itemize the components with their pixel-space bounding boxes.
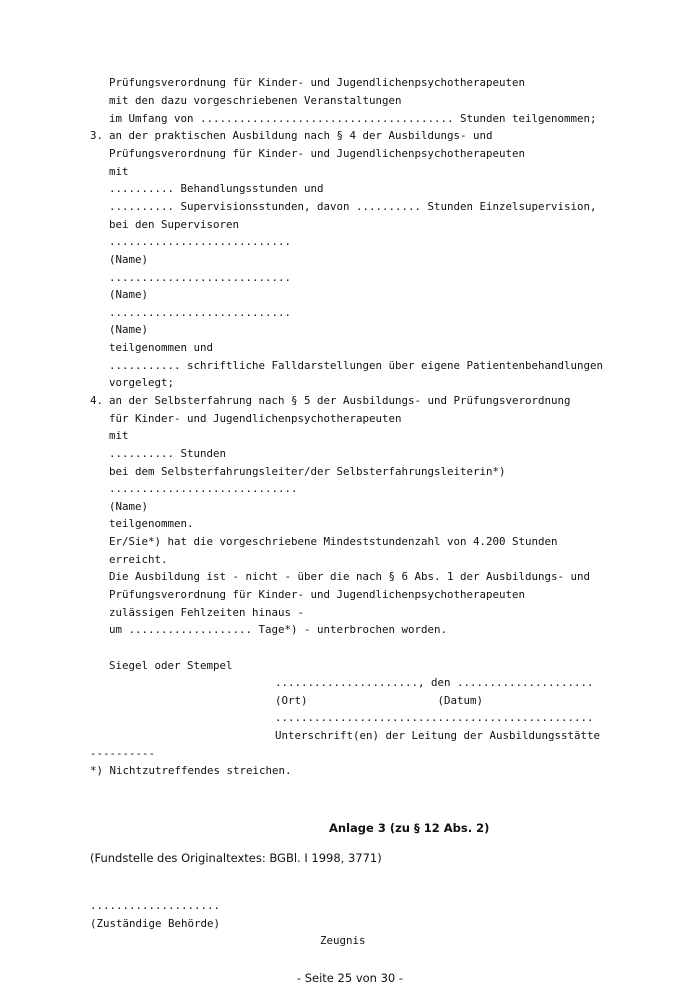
text-line: im Umfang von ....................................... Stunden teilgenommen;: [109, 112, 597, 125]
text-line: ........... schriftliche Falldarstellungen über eigene Patientenbehandlungen: [109, 359, 604, 372]
text-line: an der praktischen Ausbildung nach § 4 der Ausbildungs- und: [109, 129, 493, 142]
text-line: mit: [109, 429, 129, 442]
text-line: mit den dazu vorgeschriebenen Veranstaltungen: [109, 94, 402, 107]
footnote-rule: ----------: [90, 747, 156, 760]
list-number: 4.: [90, 394, 104, 407]
text-line: an der Selbsterfahrung nach § 5 der Ausbildungs- und Prüfungsverordnung: [109, 394, 571, 407]
blank-line: ............................: [109, 271, 292, 284]
authority-label: (Zuständige Behörde): [90, 917, 221, 930]
name-label: (Name): [109, 323, 149, 336]
text-line: erreicht.: [109, 553, 168, 566]
page-footer: - Seite 25 von 30 -: [296, 971, 404, 985]
blank-line: ............................: [109, 235, 292, 248]
name-label: (Name): [109, 500, 149, 513]
text-line: mit: [109, 165, 129, 178]
text-line: Prüfungsverordnung für Kinder- und Jugendlichenpsychotherapeuten: [109, 76, 526, 89]
text-line: Er/Sie*) hat die vorgeschriebene Mindeststundenzahl von 4.200 Stunden: [109, 535, 558, 548]
annex-title: Anlage 3 (zu § 12 Abs. 2): [329, 821, 490, 835]
text-line: zulässigen Fehlzeiten hinaus -: [109, 606, 305, 619]
text-line: Die Ausbildung ist - nicht - über die nach § 6 Abs. 1 der Ausbildungs- und: [109, 570, 591, 583]
certificate-heading: Zeugnis: [320, 934, 366, 947]
text-line: bei den Supervisoren: [109, 218, 240, 231]
text-line: .......... Behandlungsstunden und: [109, 182, 324, 195]
signature-line: .................................................: [275, 711, 594, 724]
place-date-labels: (Ort) (Datum): [275, 694, 484, 707]
place-date-line: ......................, den .....................: [275, 676, 594, 689]
text-line: vorgelegt;: [109, 376, 175, 389]
text-line: für Kinder- und Jugendlichenpsychotherapeuten: [109, 412, 402, 425]
text-line: teilgenommen und: [109, 341, 214, 354]
text-line: Prüfungsverordnung für Kinder- und Jugendlichenpsychotherapeuten: [109, 147, 526, 160]
text-line: um ................... Tage*) - unterbrochen worden.: [109, 623, 448, 636]
signature-label: Unterschrift(en) der Leitung der Ausbildungsstätte: [275, 729, 601, 742]
list-number: 3.: [90, 129, 104, 142]
name-label: (Name): [109, 253, 149, 266]
name-label: (Name): [109, 288, 149, 301]
seal-label: Siegel oder Stempel: [109, 659, 233, 672]
authority-blank-line: ....................: [90, 899, 221, 912]
text-line: teilgenommen.: [109, 517, 194, 530]
blank-line: ............................: [109, 306, 292, 319]
text-line: Prüfungsverordnung für Kinder- und Jugendlichenpsychotherapeuten: [109, 588, 526, 601]
annex-source: (Fundstelle des Originaltextes: BGBl. I 1998, 3771): [90, 851, 382, 865]
footnote-text: *) Nichtzutreffendes streichen.: [90, 764, 292, 777]
text-line: .......... Supervisionsstunden, davon .......... Stunden Einzelsupervision,: [109, 200, 597, 213]
text-line: bei dem Selbsterfahrungsleiter/der Selbsterfahrungsleiterin*): [109, 465, 506, 478]
blank-line: .............................: [109, 482, 298, 495]
text-line: .......... Stunden: [109, 447, 227, 460]
